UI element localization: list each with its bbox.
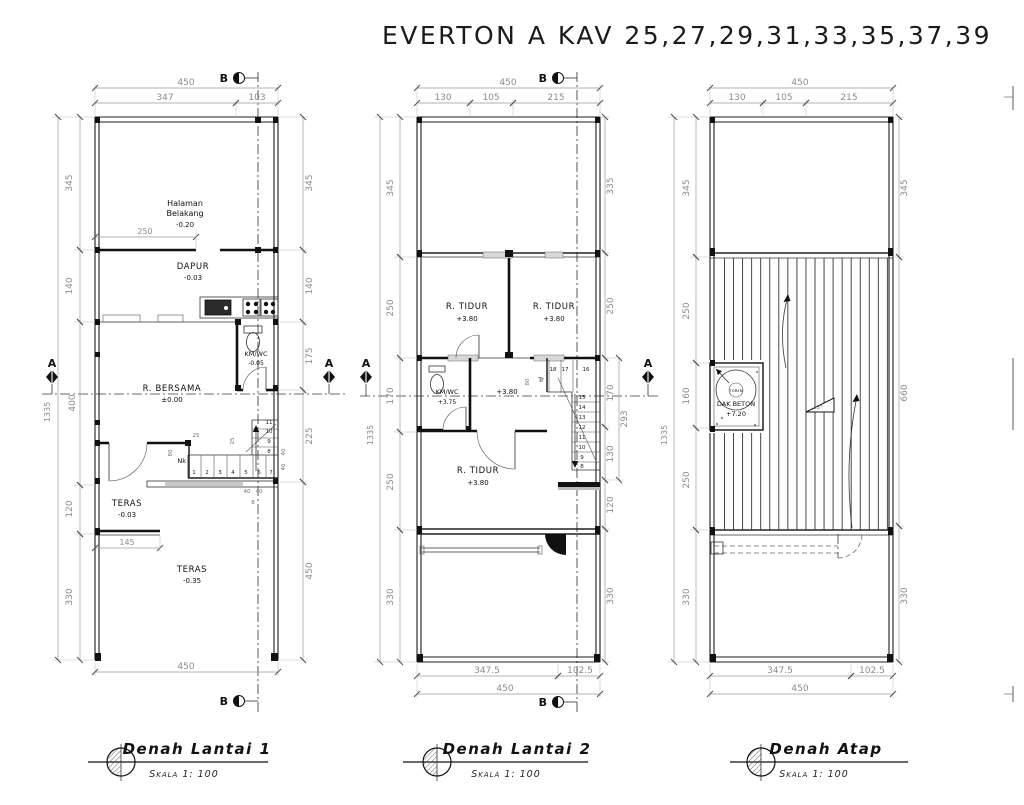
dim-label: 1335 — [660, 424, 669, 446]
room-level: -0.03 — [183, 274, 203, 282]
stair-number: 3 — [218, 470, 222, 476]
dim-label: 250 — [386, 473, 396, 491]
room-level: -0.05 — [248, 360, 264, 367]
room-level: +3.75 — [437, 399, 457, 406]
drawing-scale: Skala 1: 100 — [779, 769, 849, 780]
dim-label: 120 — [65, 500, 75, 518]
section-marker-a: A — [324, 357, 334, 370]
dim-label: 105 — [775, 93, 793, 103]
dim-label: 105 — [482, 93, 500, 103]
stair-dim: 25 — [192, 433, 200, 439]
stair-number: 9 — [580, 455, 584, 461]
stair-number: 11 — [578, 435, 586, 441]
room-level: ±0.00 — [161, 396, 183, 404]
stair-number: 8 — [267, 449, 271, 455]
dim-label: 250 — [606, 297, 616, 315]
stair-label: Tr — [538, 376, 544, 384]
room-level: -0.20 — [175, 221, 195, 229]
dim-label: 215 — [840, 93, 858, 103]
stair-dim: 80 — [168, 449, 174, 457]
dim-label: 450 — [496, 684, 514, 694]
dim-label: 347.5 — [474, 666, 500, 676]
dim-label: 170 — [386, 387, 396, 405]
dim-label: 120 — [606, 496, 616, 514]
dim-label: 130 — [434, 93, 452, 103]
room-label: DAK BETON — [716, 400, 756, 408]
room-label: R. TIDUR — [456, 466, 500, 476]
dim-label: 293 — [620, 410, 630, 428]
stair-number: 1 — [192, 470, 196, 476]
stair-number: 11 — [265, 420, 273, 426]
stair-number: 13 — [578, 415, 586, 421]
section-marker-b: B — [219, 72, 228, 85]
room-level: +3.80 — [543, 315, 565, 323]
dim-label: 400 — [68, 394, 78, 412]
stair-number: 14 — [578, 405, 586, 411]
room-label: TERAS — [176, 565, 208, 575]
stair-number: 17 — [561, 367, 569, 373]
toren-label: TOREN — [729, 388, 743, 393]
stair-number: 12 — [578, 425, 586, 431]
dim-label: 160 — [682, 387, 692, 405]
dim-label: 347 — [156, 93, 174, 103]
room-level: +7.20 — [726, 410, 746, 418]
dim-label: 140 — [65, 277, 75, 295]
room-label: TERAS — [111, 499, 143, 509]
room-level: +3.80 — [467, 479, 489, 487]
dim-label: 1335 — [366, 424, 375, 446]
drawing-scale: Skala 1: 100 — [471, 769, 541, 780]
stair-number: 5 — [244, 470, 248, 476]
dim-label: 330 — [682, 588, 692, 606]
stair-number: 7 — [269, 470, 273, 476]
dim-label: 250 — [137, 227, 153, 236]
dim-label: 250 — [682, 302, 692, 320]
dim-label: 215 — [547, 93, 565, 103]
dim-label: 345 — [305, 174, 315, 192]
stair-number: 6 — [257, 470, 261, 476]
stair-dim: 40 — [281, 463, 287, 471]
dim-label: 335 — [606, 177, 616, 195]
stair-dim: 40 — [281, 448, 287, 456]
dim-label: 660 — [900, 384, 910, 402]
room-level: +3.80 — [496, 388, 518, 396]
stair-number: 4 — [231, 470, 235, 476]
section-marker-b: B — [538, 696, 547, 709]
dim-label: 347.5 — [767, 666, 793, 676]
room-label: R. TIDUR — [532, 302, 576, 312]
room-label: Belakang — [166, 209, 204, 218]
dim-label: 450 — [177, 78, 195, 88]
section-marker-a: A — [47, 357, 57, 370]
room-label: DAPUR — [176, 262, 210, 272]
stair-dim: 40 — [243, 489, 251, 495]
dim-label: 102.5 — [859, 666, 885, 676]
dim-label: 330 — [900, 587, 910, 605]
stair-dim: 8 — [251, 500, 255, 506]
plan3-roof — [705, 258, 888, 558]
dim-label: 170 — [606, 384, 616, 402]
drawing-scale: Skala 1: 100 — [149, 769, 219, 780]
room-label: R. BERSAMA — [142, 384, 202, 394]
stair-number: 16 — [582, 367, 590, 373]
sheet-title: EVERTON A KAV 25,27,29,31,33,35,37,39 — [381, 21, 993, 50]
room-label: R. TIDUR — [445, 302, 489, 312]
dim-label: 345 — [386, 179, 396, 197]
dim-label: 450 — [305, 562, 315, 580]
dim-label: 345 — [65, 174, 75, 192]
stair-number: 18 — [549, 367, 557, 373]
dim-label: 102.5 — [567, 666, 593, 676]
stair-label: Nk — [177, 457, 186, 465]
dim-label: 450 — [177, 662, 195, 672]
dim-label: 145 — [119, 538, 135, 547]
room-level: -0.35 — [182, 577, 202, 585]
drawing-title: Denah Lantai 1 — [122, 740, 272, 758]
section-marker-a: A — [361, 357, 371, 370]
dim-label: 450 — [499, 78, 517, 88]
room-label: Halaman — [167, 199, 203, 208]
stair-dim: 25 — [230, 437, 236, 445]
dim-label: 140 — [305, 277, 315, 295]
dim-label: 450 — [791, 78, 809, 88]
stair-dim: 40 — [255, 489, 263, 495]
dim-label: 345 — [900, 179, 910, 197]
slope-label: 15° — [813, 405, 823, 411]
dim-label: 250 — [386, 299, 396, 317]
dim-label: 330 — [65, 588, 75, 606]
stair-number: 8 — [580, 464, 584, 470]
section-marker-b: B — [538, 72, 547, 85]
dim-label: 345 — [682, 179, 692, 197]
room-level: +3.80 — [456, 315, 478, 323]
room-level: -0.03 — [117, 511, 137, 519]
room-label: KM/WC — [435, 388, 459, 396]
dim-label: 330 — [606, 587, 616, 605]
dim-label: 330 — [386, 588, 396, 606]
stair-number: 9 — [267, 439, 271, 445]
stair-number: 2 — [205, 470, 209, 476]
stair-dim: 80 — [525, 378, 531, 386]
dim-label: 130 — [606, 445, 616, 463]
drawing-title: Denah Atap — [769, 740, 883, 758]
stair-number: 10 — [578, 445, 586, 451]
dim-label: 225 — [305, 427, 315, 445]
dim-label: 1335 — [43, 401, 52, 423]
section-marker-a: A — [643, 357, 653, 370]
stair-number: 15 — [578, 395, 586, 401]
dim-label: 103 — [248, 93, 266, 103]
room-label: KM/WC — [244, 350, 268, 358]
dim-label: 175 — [305, 347, 315, 365]
section-marker-b: B — [219, 695, 228, 708]
stair-number: 10 — [265, 429, 273, 435]
dim-label: 450 — [791, 684, 809, 694]
dim-label: 250 — [682, 471, 692, 489]
drawing-title: Denah Lantai 2 — [442, 740, 592, 758]
dim-label: 130 — [728, 93, 746, 103]
